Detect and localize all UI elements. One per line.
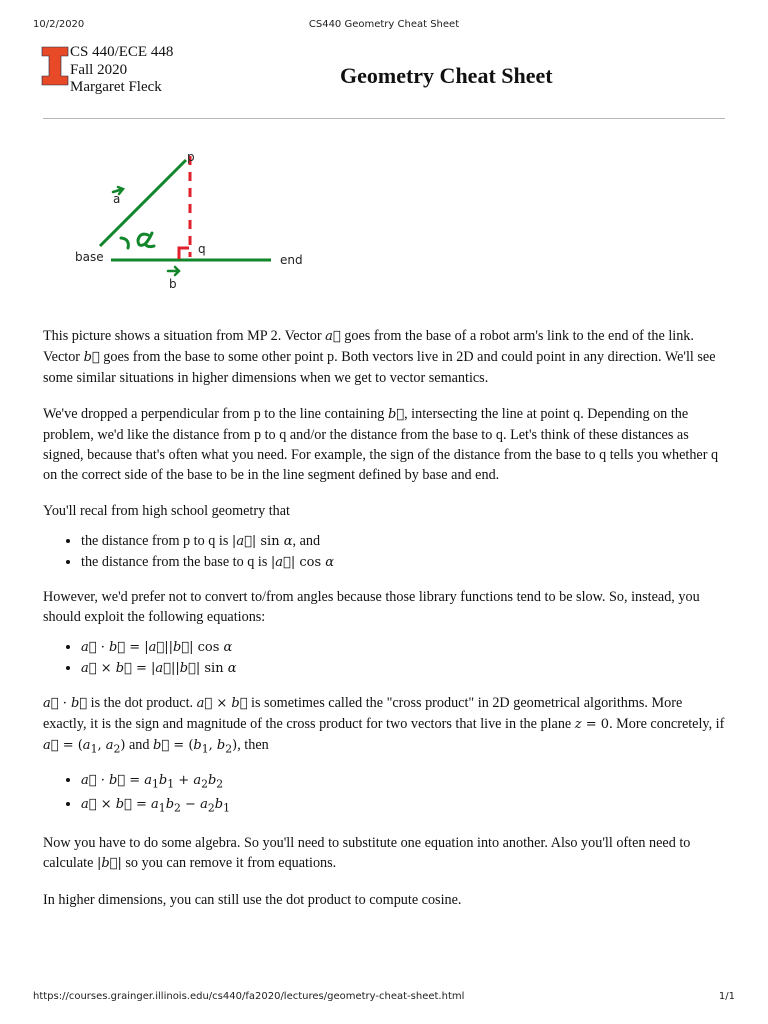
course-info [70,44,173,97]
label-base: base [75,250,104,264]
paragraph-recall: You'll recal from high school geometry that [43,503,290,519]
paragraph-products: a⃗ · b⃗ is the dot product. a⃗ × b⃗ is sometimes called the "cross product" in 2D geometrical algorithms. More exactly, it is the sign and magnitude of the cross product for two vectors that live in the plane z = 0. More concretely, if a⃗ = ($a_1$, $a_2$) and b⃗ = ($b_1$, $b_2$), then [43,695,725,756]
vec-a: a⃗ [325,329,341,344]
distance-list [43,531,725,573]
formula: a⃗ × b⃗ [196,696,248,711]
label-b: b [169,277,177,291]
article-body [43,326,725,910]
label-q: q [198,242,206,256]
print-header [33,19,735,33]
vec-b: b⃗ [387,407,405,422]
course-term: Fall 2020 [70,61,128,78]
page-title: Geometry Cheat Sheet [340,63,553,88]
course-code: CS 440/ECE 448 [70,44,174,60]
print-page-title: CS440 Geometry Cheat Sheet [308,19,460,30]
page-url: https://courses.grainger.illinois.edu/cs440/fa2020/lectures/geometry-cheat-sheet.html [33,991,465,1002]
formula: a⃗ × b⃗ = $a_1b_2 - a_2b_1$ [81,797,230,815]
paragraph-exploit: However, we'd prefer not to convert to/from angles because those library functions tend to be slow. So, instead, you should exploit the following equations: [43,589,700,625]
alpha-symbol [138,233,154,247]
formula: |a⃗| sin α [231,534,293,549]
paragraph-intro: This picture shows a situation from MP 2. Vector a⃗ goes from the base of a robot arm's link to the end of the link. Vector b⃗ goes from the base to some other point p. Both vectors live in 2D and could point in any direction. We'll see some similar situations in higher dimensions when we get to vector semantics. [43,328,716,386]
label-end: end [280,253,303,267]
angle-arc [121,238,128,248]
formula: b⃗ = ($b_1$, $b_2$) [153,738,238,756]
paragraph-higher-dimensions: In higher dimensions, you can still use the dot product to compute cosine. [43,891,462,908]
list-item [81,637,725,658]
paragraph-perpendicular: We've dropped a perpendicular from p to the line containing b⃗, intersecting the line at point q. Depending on the problem, we'd like the distance from p to q and/or the distance from the base to q. Let's think of these distances as signed, because that's often what you need. For example, the sign of the distance from the base to q tells you whether q on the correct side of the base to be in the line segment defined by base and end. [43,406,719,483]
list-item [81,658,725,679]
course-instructor: Margaret Fleck [70,79,162,95]
paragraph-algebra: Now you have to do some algebra. So you'll need to substitute one equation into another. Also you'll often need to calculate |b⃗| so you can remove it from equations. [43,834,691,871]
print-footer [33,991,735,1005]
formula: a⃗ = ($a_1$, $a_2$) [43,738,126,756]
list-item: • the distance from p to q is |a⃗| sin α, and [81,531,725,552]
print-date: 10/2/2020 [33,19,85,30]
formula: z = 0 [574,717,610,732]
vec-b: b⃗ [83,350,100,365]
list-item [81,794,725,819]
header-divider [43,118,725,119]
formula: |a⃗| cos α [270,555,335,570]
formula: a⃗ · b⃗ = $a_1b_1 + a_2b_2$ [81,772,224,791]
formula: a⃗ · b⃗ [43,696,88,711]
equation-list [43,637,725,679]
component-list [43,770,725,819]
formula: a⃗ · b⃗ = |a⃗||b⃗| cos α [81,640,233,655]
illinois-logo [41,46,69,86]
page-number: 1/1 [718,991,735,1002]
list-item [81,770,725,795]
list-item: • the distance from the base to q is |a⃗| cos α [81,552,725,573]
formula: a⃗ × b⃗ = |a⃗||b⃗| sin α [81,661,237,676]
geometry-diagram [43,140,328,303]
label-a: a [113,192,121,206]
right-angle-marker [179,248,189,259]
vector-b-arrow [168,267,179,275]
formula: |b⃗| [96,855,122,871]
label-p: p [187,150,195,164]
